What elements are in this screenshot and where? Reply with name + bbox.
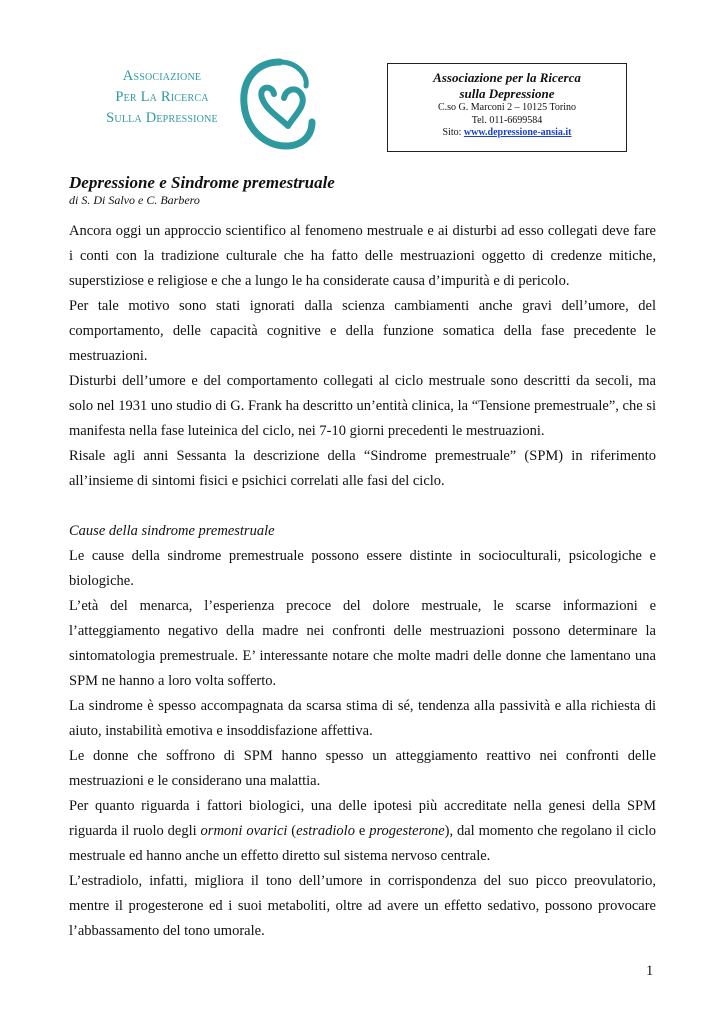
text-span: e (354, 823, 370, 839)
term-estradiolo: estradiolo (296, 823, 355, 839)
paragraph: Per tale motivo sono stati ignorati dalla scienza cambiamenti anche gravi dell’umore, del comportamento, delle capacità cognitive e della funzione somatica della fase precedente le mestruazioni. (69, 298, 656, 364)
org-name-line-1: Associazione per la Ricerca (433, 70, 581, 85)
section-heading: Cause della sindrome premestruale (69, 523, 275, 539)
site-link[interactable]: www.depressione-ansia.it (463, 127, 572, 138)
spacer (69, 494, 656, 519)
paragraph: Le cause della sindrome premestruale possono essere distinte in socioculturali, psicologiche e biologiche. (69, 548, 656, 589)
org-name-line-2: sulla Depressione (459, 86, 555, 101)
association-logo-text (93, 66, 231, 129)
paragraph: Risale agli anni Sessanta la descrizione della “Sindrome premestruale” (SPM) in riferimento all’insieme di sintomi fisici e psichici correlati alle fasi del ciclo. (69, 448, 656, 489)
page-number: 1 (646, 963, 654, 979)
paragraph: La sindrome è spesso accompagnata da scarsa stima di sé, tendenza alla passività e alla richiesta di aiuto, instabilità emotiva e insoddisfazione affettiva. (69, 698, 656, 739)
text-span: Per quanto riguarda i fattori biologici, una delle ipotesi più accreditate nella genesi della SPM riguarda il ruolo degli (69, 798, 656, 839)
paragraph: Ancora oggi un approccio scientifico al fenomeno mestruale e ai disturbi ad esso collegati deve fare i conti con la tradizione culturale che ha fatto delle mestruazioni oggetto di credenze mitiche, superstiziose e religiose e che a lungo le ha considerate causa d’impurità e di pericolo. (69, 223, 656, 289)
contact-info-box (387, 63, 627, 152)
site-label: Sito: (442, 127, 462, 138)
term-progesterone: progesterone (369, 823, 445, 839)
heart-spiral-logo-icon (236, 54, 318, 154)
org-address: C.so G. Marconi 2 – 10125 Torino (438, 102, 576, 113)
logo-line-2: Per La Ricerca (115, 89, 209, 105)
text-span: ( (287, 823, 297, 839)
org-phone: Tel. 011-6699584 (471, 114, 543, 126)
logo-line-1: Associazione (122, 68, 202, 84)
paragraph: L’età del menarca, l’esperienza precoce del dolore mestruale, le scarse informazioni e l’atteggiamento negativo della madre nei confronti delle mestruazioni possono determinare la sintomatologia premestruale. E’ interessante notare che molte madri delle donne che lamentano una SPM ne hanno a loro volta sofferto. (69, 598, 656, 689)
article-body (69, 219, 656, 944)
logo-line-3: Sulla Depressione (106, 110, 218, 126)
article-title: Depressione e Sindrome premestruale (69, 173, 335, 192)
paragraph: L’estradiolo, infatti, migliora il tono dell’umore in corrispondenza del suo picco preovulatorio, mentre il progesterone ed i suoi metaboliti, oltre ad avere un effetto sedativo, possono provocare l’abbassamento del tono umorale. (69, 873, 656, 939)
hormone-paragraph (69, 794, 656, 869)
article-authors: di S. Di Salvo e C. Barbero (69, 193, 200, 207)
paragraph: Le donne che soffrono di SPM hanno spesso un atteggiamento reattivo nei confronti delle mestruazioni e le considerano una malattia. (69, 748, 656, 789)
text-span: ), dal momento che regolano il ciclo mestruale ed hanno anche un effetto diretto sul sistema nervoso centrale. (69, 823, 657, 864)
term-ormoni-ovarici: ormoni ovarici (200, 823, 288, 839)
org-site (388, 127, 626, 140)
paragraph: Disturbi dell’umore e del comportamento collegati al ciclo mestruale sono descritti da secoli, ma solo nel 1931 uno studio di G. Frank ha descritto un’entità clinica, la “Tensione premestruale”, che si manifesta nella fase luteinica del ciclo, nei 7-10 giorni precedenti le mestruazioni. (69, 373, 656, 439)
